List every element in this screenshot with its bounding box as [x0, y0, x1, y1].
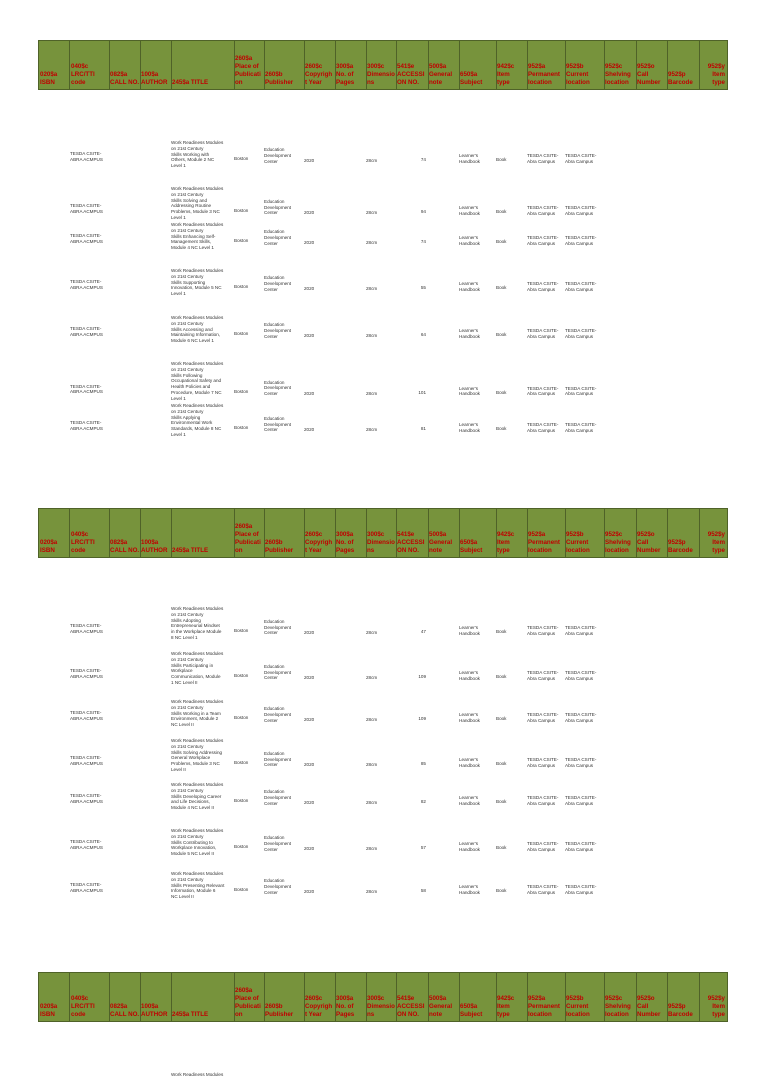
header-shelf[interactable]: 952$c Shelving location — [605, 531, 631, 554]
table-row[interactable] — [38, 1072, 728, 1082]
header-callnum[interactable]: 952$o Call Number — [637, 531, 661, 554]
cell-title[interactable]: Work Readiness Modules on 21st Century Skills Contributing to Workplace Innovation, Module 5 NC Level II — [171, 828, 224, 857]
cell-accession[interactable]: 109 — [418, 673, 426, 679]
cell-permanent-location[interactable]: TESDA CSITE- Abra Campus — [527, 795, 559, 806]
cell-current-location[interactable]: TESDA CSITE- Abra Campus — [565, 624, 597, 636]
cell-year[interactable]: 2020 — [304, 761, 315, 767]
cell-itemtype[interactable]: Book — [496, 760, 507, 766]
cell-title[interactable]: Work Readiness Modules on 21st Century Skills Participating in Workplace Communication, Module 1 NC Level II — [171, 651, 224, 685]
cell-current-location[interactable]: TESDA CSITE- Abra Campus — [565, 281, 597, 292]
cell-dimensions[interactable]: 28cm — [366, 426, 378, 432]
header-dim[interactable]: 300$c Dimensio ns — [367, 995, 395, 1018]
cell-subject[interactable]: Learner's Handbook — [459, 328, 480, 339]
cell-title[interactable]: Work Readiness Modules on 21st Century Skills Developing Career and Life Decisions, Module 4 NC Level II — [171, 782, 224, 811]
table-block — [38, 972, 728, 1077]
cell-current-location[interactable]: TESDA CSITE- Abra Campus — [565, 756, 597, 768]
column-divider — [699, 973, 700, 1021]
cell-permanent-location[interactable]: TESDA CSITE- Abra Campus — [527, 385, 559, 397]
cell-current-location[interactable]: TESDA CSITE- Abra Campus — [565, 795, 597, 806]
cell-title[interactable]: Work Readiness Modules on 21st Century Skills Supporting Innovation, Module 5 NC Level 1 — [171, 268, 224, 297]
cell-accession[interactable]: 109 — [418, 716, 426, 721]
cell-year[interactable]: 2020 — [304, 240, 315, 245]
table-row[interactable] — [38, 738, 728, 782]
header-perm[interactable]: 952$a Permanent location — [528, 531, 560, 554]
cell-current-location[interactable]: TESDA CSITE- Abra Campus — [565, 669, 597, 681]
cell-itemtype[interactable]: Book — [496, 332, 507, 337]
cell-current-location[interactable]: TESDA CSITE- Abra Campus — [565, 204, 597, 216]
cell-accession[interactable]: 94 — [420, 208, 426, 214]
cell-year[interactable]: 2020 — [304, 846, 315, 851]
cell-title[interactable]: Work Readiness Modules on 21st Century Skills Working with Others, Module 2 NC Level 1 — [171, 140, 224, 169]
cell-itemtype[interactable]: Book — [496, 845, 507, 850]
header-subject[interactable]: 650$a Subject — [460, 1003, 483, 1018]
header-acc[interactable]: 541$e ACCESSI ON NO. — [397, 531, 425, 554]
header-call[interactable]: 082$a CALL NO. — [110, 539, 140, 554]
cell-dimensions[interactable]: 28cm — [366, 717, 378, 722]
cell-place[interactable]: Boston — [234, 331, 249, 336]
cell-subject[interactable]: Learner's Handbook — [459, 795, 480, 806]
cell-place[interactable]: Boston — [234, 844, 249, 849]
header-publisher[interactable]: 260$b Publisher — [265, 1003, 294, 1018]
header-itemtype[interactable]: 942$c Item type — [497, 995, 515, 1018]
cell-subject[interactable]: Learner's Handbook — [459, 712, 480, 723]
table-row[interactable] — [38, 361, 728, 403]
header-note[interactable]: 500$a General note — [429, 63, 453, 86]
cell-itemtype[interactable]: Book — [496, 208, 507, 214]
cell-lrc[interactable]: TESDA CSITE- ABRA ACMPUS — [70, 667, 103, 679]
cell-accession[interactable]: 57 — [420, 845, 426, 850]
cell-place[interactable]: Boston — [234, 715, 249, 720]
cell-place[interactable]: Boston — [234, 388, 249, 394]
header-curr[interactable]: 952$b Current location — [566, 63, 590, 86]
cell-lrc[interactable]: TESDA CSITE- ABRA ACMPUS — [70, 202, 103, 214]
header-acc[interactable]: 541$e ACCESSI ON NO. — [397, 995, 425, 1018]
cell-itemtype[interactable]: Book — [496, 799, 507, 804]
cell-permanent-location[interactable]: TESDA CSITE- Abra Campus — [527, 624, 559, 636]
cell-current-location[interactable]: TESDA CSITE- Abra Campus — [565, 712, 597, 723]
cell-place[interactable]: Boston — [234, 759, 249, 765]
cell-title[interactable]: Work Readiness Modules on 21st Century Skills Applying Environmental Work Standards, Module 8 NC Level 1 — [171, 403, 224, 437]
cell-title[interactable]: Work Readiness Modules on 21st Century Skills Solving Addressing General Workplace Problems, Module 3 NC Level II — [171, 738, 224, 772]
cell-publisher[interactable]: Education Development Center — [264, 750, 292, 768]
cell-year[interactable]: 2020 — [304, 629, 315, 635]
header-row — [38, 972, 728, 1022]
cell-subject[interactable]: Learner's Handbook — [459, 884, 480, 895]
cell-permanent-location[interactable]: TESDA CSITE- Abra Campus — [527, 841, 559, 852]
cell-accession[interactable]: 74 — [420, 157, 426, 162]
header-perm[interactable]: 952$a Permanent location — [528, 63, 560, 86]
column-divider — [69, 41, 70, 89]
cell-publisher[interactable]: Education Development Center — [264, 835, 292, 852]
cell-lrc[interactable]: TESDA CSITE- ABRA ACMPUS — [70, 882, 103, 893]
cell-title[interactable]: Work Readiness Modules on 21st Century Skills Solving and Addressing Routine Problems, Module 3 NC Level 1 — [171, 186, 224, 220]
cell-lrc[interactable]: TESDA CSITE- ABRA ACMPUS — [70, 233, 103, 244]
cell-dimensions[interactable]: 28cm — [366, 846, 378, 851]
cell-permanent-location[interactable]: TESDA CSITE- Abra Campus — [527, 235, 559, 246]
cell-dimensions[interactable]: 28cm — [366, 158, 378, 163]
header-curr[interactable]: 952$b Current location — [566, 531, 590, 554]
cell-dimensions[interactable]: 28cm — [366, 674, 378, 680]
cell-title[interactable]: Work Readiness Modules on 21st Century Skills Working in a Team Environment, Module 2 NC Level II — [171, 699, 224, 728]
cell-publisher[interactable]: Education Development Center — [264, 379, 292, 397]
table-block — [38, 40, 728, 437]
cell-year[interactable]: 2020 — [304, 889, 315, 894]
cell-publisher[interactable]: Education Development Center — [264, 275, 292, 292]
cell-itemtype[interactable]: Book — [496, 157, 507, 162]
header-call[interactable]: 082$a CALL NO. — [110, 1003, 140, 1018]
table-row[interactable] — [38, 186, 728, 222]
cell-place[interactable]: Boston — [234, 627, 249, 633]
cell-dimensions[interactable]: 28cm — [366, 800, 378, 805]
cell-publisher[interactable]: Education Development Center — [264, 229, 292, 246]
cell-permanent-location[interactable]: TESDA CSITE- Abra Campus — [527, 421, 559, 433]
cell-publisher[interactable]: Education Development Center — [264, 198, 292, 216]
cell-subject[interactable]: Learner's Handbook — [459, 281, 480, 292]
header-shelf[interactable]: 952$c Shelving location — [605, 63, 631, 86]
header-itype[interactable]: 952$y Item type — [707, 531, 725, 554]
cell-place[interactable]: Boston — [234, 238, 249, 243]
cell-publisher[interactable]: Education Development Center — [264, 663, 292, 681]
cell-accession[interactable]: 82 — [420, 799, 426, 804]
cell-place[interactable]: Boston — [234, 424, 249, 430]
cell-year[interactable]: 2020 — [304, 390, 315, 396]
header-barcode[interactable]: 952$p Barcode — [668, 71, 693, 86]
header-year[interactable]: 260$c Copyrigh t Year — [305, 531, 333, 554]
header-barcode[interactable]: 952$p Barcode — [668, 1003, 693, 1018]
header-note[interactable]: 500$a General note — [429, 995, 453, 1018]
cell-publisher[interactable]: Education Development Center — [264, 618, 292, 636]
header-dim[interactable]: 300$c Dimensio ns — [367, 531, 395, 554]
header-place[interactable]: 260$a Place of Publicati on — [235, 55, 261, 86]
table-row[interactable] — [38, 871, 728, 917]
header-pages[interactable]: 300$a No. of Pages — [336, 995, 355, 1018]
cell-dimensions[interactable]: 28cm — [366, 629, 378, 635]
table-row[interactable] — [38, 403, 728, 453]
cell-subject[interactable]: Learner's Handbook — [459, 624, 480, 636]
table-row[interactable] — [38, 268, 728, 315]
cell-accession[interactable]: 101 — [418, 389, 426, 395]
cell-permanent-location[interactable]: TESDA CSITE- Abra Campus — [527, 756, 559, 768]
cell-itemtype[interactable]: Book — [496, 628, 507, 634]
cell-year[interactable]: 2020 — [304, 333, 315, 338]
cell-lrc[interactable]: TESDA CSITE- ABRA ACMPUS — [70, 383, 103, 395]
header-place[interactable]: 260$a Place of Publicati on — [235, 523, 261, 554]
cell-subject[interactable]: Learner's Handbook — [459, 669, 480, 681]
header-title[interactable]: 245$a TITLE — [172, 547, 209, 554]
cell-title[interactable]: Work Readiness Modules on 21st Century Skills Accessing and Maintaining Information, Module 6 NC Level 1 — [171, 315, 224, 344]
cell-itemtype[interactable]: Book — [496, 673, 507, 679]
table-row[interactable] — [38, 782, 728, 828]
cell-accession[interactable]: 58 — [420, 888, 426, 893]
table-row[interactable] — [38, 315, 728, 361]
cell-accession[interactable]: 74 — [420, 239, 426, 244]
cell-accession[interactable]: 55 — [420, 285, 426, 290]
cell-accession[interactable]: 64 — [420, 332, 426, 337]
cell-year[interactable]: 2020 — [304, 674, 315, 680]
header-pages[interactable]: 300$a No. of Pages — [336, 531, 355, 554]
header-itemtype[interactable]: 942$c Item type — [497, 531, 515, 554]
cell-accession[interactable]: 47 — [420, 628, 426, 634]
cell-place[interactable]: Boston — [234, 207, 249, 213]
cell-dimensions[interactable]: 28cm — [366, 889, 378, 894]
cell-lrc[interactable]: TESDA CSITE- ABRA ACMPUS — [70, 151, 103, 162]
cell-year[interactable]: 2020 — [304, 717, 315, 722]
cell-current-location[interactable]: TESDA CSITE- Abra Campus — [565, 884, 597, 895]
header-curr[interactable]: 952$b Current location — [566, 995, 590, 1018]
header-lrc[interactable]: 040$c LRC/TTI code — [71, 531, 95, 554]
cell-publisher[interactable]: Education Development Center — [264, 415, 292, 433]
table-row[interactable] — [38, 699, 728, 738]
header-publisher[interactable]: 260$b Publisher — [265, 539, 294, 554]
cell-title[interactable]: Work Readiness Modules — [171, 1072, 224, 1077]
cell-lrc[interactable]: TESDA CSITE- ABRA ACMPUS — [70, 839, 103, 850]
table-row[interactable] — [38, 222, 728, 268]
cell-year[interactable]: 2020 — [304, 800, 315, 805]
cell-permanent-location[interactable]: TESDA CSITE- Abra Campus — [527, 153, 559, 164]
header-pages[interactable]: 300$a No. of Pages — [336, 63, 355, 86]
column-divider — [699, 41, 700, 89]
header-isbn[interactable]: 020$a ISBN — [40, 1003, 58, 1018]
cell-dimensions[interactable]: 28cm — [366, 209, 378, 215]
header-dim[interactable]: 300$c Dimensio ns — [367, 63, 395, 86]
header-author[interactable]: 100$a AUTHOR — [141, 71, 168, 86]
cell-permanent-location[interactable]: TESDA CSITE- Abra Campus — [527, 712, 559, 723]
cell-subject[interactable]: Learner's Handbook — [459, 421, 480, 433]
header-year[interactable]: 260$c Copyrigh t Year — [305, 995, 333, 1018]
cell-dimensions[interactable]: 28cm — [366, 390, 378, 396]
cell-lrc[interactable]: TESDA CSITE- ABRA ACMPUS — [70, 279, 103, 290]
cell-subject[interactable]: Learner's Handbook — [459, 204, 480, 216]
header-itemtype[interactable]: 942$c Item type — [497, 63, 515, 86]
cell-title[interactable]: Work Readiness Modules on 21st Century Skills Following Occupational Safety and Health Policies and Procedure, Module 7 NC Level 1 — [171, 361, 224, 401]
cell-permanent-location[interactable]: TESDA CSITE- Abra Campus — [527, 281, 559, 292]
cell-lrc[interactable]: TESDA CSITE- ABRA ACMPUS — [70, 754, 103, 766]
cell-place[interactable]: Boston — [234, 284, 249, 289]
cell-itemtype[interactable]: Book — [496, 389, 507, 395]
cell-itemtype[interactable]: Book — [496, 239, 507, 244]
cell-lrc[interactable]: TESDA CSITE- ABRA ACMPUS — [70, 419, 103, 431]
cell-place[interactable]: Boston — [234, 672, 249, 678]
cell-publisher[interactable]: Education Development Center — [264, 706, 292, 723]
cell-itemtype[interactable]: Book — [496, 888, 507, 893]
cell-dimensions[interactable]: 28cm — [366, 761, 378, 767]
cell-title[interactable]: Work Readiness Modules on 21st Century Skills Enhancing Self- Management Skills, Module 4 NC Level 1 — [171, 222, 224, 251]
cell-year[interactable]: 2020 — [304, 158, 315, 163]
table-block — [38, 508, 728, 900]
header-place[interactable]: 260$a Place of Publicati on — [235, 987, 261, 1018]
cell-place[interactable]: Boston — [234, 887, 249, 892]
cell-year[interactable]: 2020 — [304, 426, 315, 432]
cell-publisher[interactable]: Education Development Center — [264, 789, 292, 806]
cell-title[interactable]: Work Readiness Modules on 21st Century Skills Presenting Relevant Information, Module 6 NC Level II — [171, 871, 225, 900]
cell-current-location[interactable]: TESDA CSITE- Abra Campus — [565, 841, 597, 852]
cell-subject[interactable]: Learner's Handbook — [459, 841, 480, 852]
cell-accession[interactable]: 81 — [420, 425, 426, 431]
header-callnum[interactable]: 952$o Call Number — [637, 995, 661, 1018]
cell-current-location[interactable]: TESDA CSITE- Abra Campus — [565, 153, 597, 164]
cell-accession[interactable]: 85 — [420, 760, 426, 766]
cell-itemtype[interactable]: Book — [496, 425, 507, 431]
cell-current-location[interactable]: TESDA CSITE- Abra Campus — [565, 235, 597, 246]
cell-dimensions[interactable]: 28cm — [366, 286, 378, 291]
cell-current-location[interactable]: TESDA CSITE- Abra Campus — [565, 328, 597, 339]
cell-subject[interactable]: Learner's Handbook — [459, 385, 480, 397]
cell-dimensions[interactable]: 28cm — [366, 240, 378, 245]
column-divider — [699, 509, 700, 557]
cell-lrc[interactable]: TESDA CSITE- ABRA ACMPUS — [70, 793, 103, 804]
table-row[interactable] — [38, 828, 728, 871]
cell-place[interactable]: Boston — [234, 798, 249, 803]
column-divider — [69, 973, 70, 1021]
header-year[interactable]: 260$c Copyrigh t Year — [305, 63, 333, 86]
header-lrc[interactable]: 040$c LRC/TTI code — [71, 995, 95, 1018]
column-divider — [69, 509, 70, 557]
header-call[interactable]: 082$a CALL NO. — [110, 71, 140, 86]
cell-permanent-location[interactable]: TESDA CSITE- Abra Campus — [527, 884, 559, 895]
header-isbn[interactable]: 020$a ISBN — [40, 71, 58, 86]
header-subject[interactable]: 650$a Subject — [460, 71, 483, 86]
cell-dimensions[interactable]: 28cm — [366, 333, 378, 338]
header-itype[interactable]: 952$y Item type — [707, 63, 725, 86]
cell-year[interactable]: 2020 — [304, 209, 315, 215]
cell-lrc[interactable]: TESDA CSITE- ABRA ACMPUS — [70, 622, 103, 634]
header-barcode[interactable]: 952$p Barcode — [668, 539, 693, 554]
cell-year[interactable]: 2020 — [304, 286, 315, 291]
header-author[interactable]: 100$a AUTHOR — [141, 1003, 168, 1018]
header-note[interactable]: 500$a General note — [429, 531, 453, 554]
header-author[interactable]: 100$a AUTHOR — [141, 539, 168, 554]
cell-current-location[interactable]: TESDA CSITE- Abra Campus — [565, 385, 597, 397]
cell-permanent-location[interactable]: TESDA CSITE- Abra Campus — [527, 204, 559, 216]
cell-publisher[interactable]: Education Development Center — [264, 878, 292, 895]
header-callnum[interactable]: 952$o Call Number — [637, 63, 661, 86]
cell-lrc[interactable]: TESDA CSITE- ABRA ACMPUS — [70, 710, 103, 721]
cell-itemtype[interactable]: Book — [496, 285, 507, 290]
header-shelf[interactable]: 952$c Shelving location — [605, 995, 631, 1018]
cell-permanent-location[interactable]: TESDA CSITE- Abra Campus — [527, 669, 559, 681]
cell-title[interactable]: Work Readiness Modules on 21st Century Skills Adopting Entrepreneurial Mindset in the Workplace Module 8 NC Level 1 — [171, 606, 224, 640]
header-subject[interactable]: 650$a Subject — [460, 539, 483, 554]
header-isbn[interactable]: 020$a ISBN — [40, 539, 58, 554]
table-row[interactable] — [38, 140, 728, 186]
header-publisher[interactable]: 260$b Publisher — [265, 71, 294, 86]
table-row[interactable] — [38, 651, 728, 699]
cell-publisher[interactable]: Education Development Center — [264, 147, 292, 164]
cell-place[interactable]: Boston — [234, 156, 249, 161]
cell-subject[interactable]: Learner's Handbook — [459, 153, 480, 164]
header-itype[interactable]: 952$y Item type — [707, 995, 725, 1018]
cell-itemtype[interactable]: Book — [496, 716, 507, 721]
cell-permanent-location[interactable]: TESDA CSITE- Abra Campus — [527, 328, 559, 339]
cell-current-location[interactable]: TESDA CSITE- Abra Campus — [565, 421, 597, 433]
table-row[interactable] — [38, 606, 728, 651]
header-acc[interactable]: 541$e ACCESSI ON NO. — [397, 63, 425, 86]
header-title[interactable]: 245$a TITLE — [172, 79, 209, 86]
cell-subject[interactable]: Learner's Handbook — [459, 756, 480, 768]
cell-publisher[interactable]: Education Development Center — [264, 322, 292, 339]
header-title[interactable]: 245$a TITLE — [172, 1011, 209, 1018]
cell-lrc[interactable]: TESDA CSITE- ABRA ACMPUS — [70, 326, 103, 337]
header-lrc[interactable]: 040$c LRC/TTI code — [71, 63, 95, 86]
header-perm[interactable]: 952$a Permanent location — [528, 995, 560, 1018]
cell-subject[interactable]: Learner's Handbook — [459, 235, 480, 246]
header-row — [38, 40, 728, 90]
header-row — [38, 508, 728, 558]
